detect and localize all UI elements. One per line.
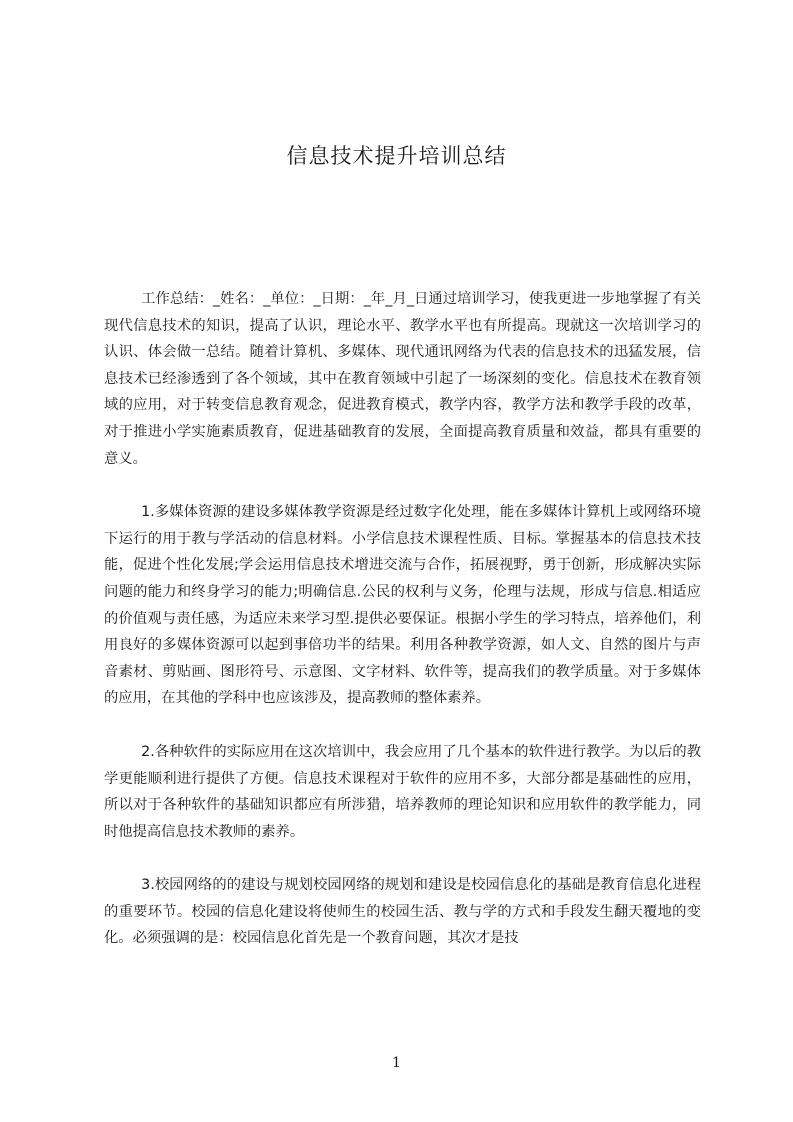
paragraph-multimedia-resources: 1.多媒体资源的建设多媒体教学资源是经过数字化处理，能在多媒体计算机上或网络环境下运行的用于教与学活动的信息材料。小学信息技术课程性质、目标。掌握基本的信息技术技能，促进个性化发展;学会运用信息技术增进交流与合作，拓展视野，勇于创新，形成解决实际问题的能力和终身学习的能力;明确信息.公民的权利与义务，伦理与法规，形成与信息.相适应的价值观与责任感，为适应未来学习型.提供必要保证。根据小学生的学习特点，培养他们，利用良好的多媒体资源可以起到事倍功半的结果。利用各种教学资源，如人文、自然的图片与声音素材、剪贴画、图形符号、示意图、文字材料、软件等，提高我们的教学质量。对于多媒体的应用，在其他的学科中也应该涉及，提高教师的整体素养。 — [104, 504, 701, 707]
document-title: 信息技术提升培训总结 — [286, 144, 507, 168]
paragraph-campus-network: 3.校园网络的的建设与规划校园网络的规划和建设是校园信息化的基础是教育信息化进程的重要环节。校园的信息化建设将使师生的校园生活、教与学的方式和手段发生翻天覆地的变化。必须强调的是：校园信息化首先是一个教育问题，其次才是技 — [104, 877, 701, 947]
document-body — [104, 286, 701, 979]
page-number: 1 — [392, 1055, 401, 1071]
paragraph-intro: 工作总结：_姓名：_单位：_日期：_年_月_日通过培训学习，使我更进一步地掌握了有关现代信息技术的知识，提高了认识，理论水平、教学水平也有所提高。现就这一次培训学习的认识、体会做一总结。随着计算机、多媒体、现代通讯网络为代表的信息技术的迅猛发展，信息技术已经渗透到了各个领域，其中在教育领域中引起了一场深刻的变化。信息技术在教育领域的应用，对于转变信息教育观念，促进教育模式，教学内容，教学方法和教学手段的改革，对于推进小学实施素质教育，促进基础教育的发展，全面提高教育质量和效益，都具有重要的意义。 — [104, 291, 701, 467]
paragraph-software-application: 2.各种软件的实际应用在这次培训中，我会应用了几个基本的软件进行教学。为以后的教学更能顺利进行提供了方便。信息技术课程对于软件的应用不多，大部分都是基础性的应用，所以对于各种软件的基础知识都应有所涉猎，培养教师的理论知识和应用软件的教学能力，同时他提高信息技术教师的素养。 — [104, 743, 701, 840]
